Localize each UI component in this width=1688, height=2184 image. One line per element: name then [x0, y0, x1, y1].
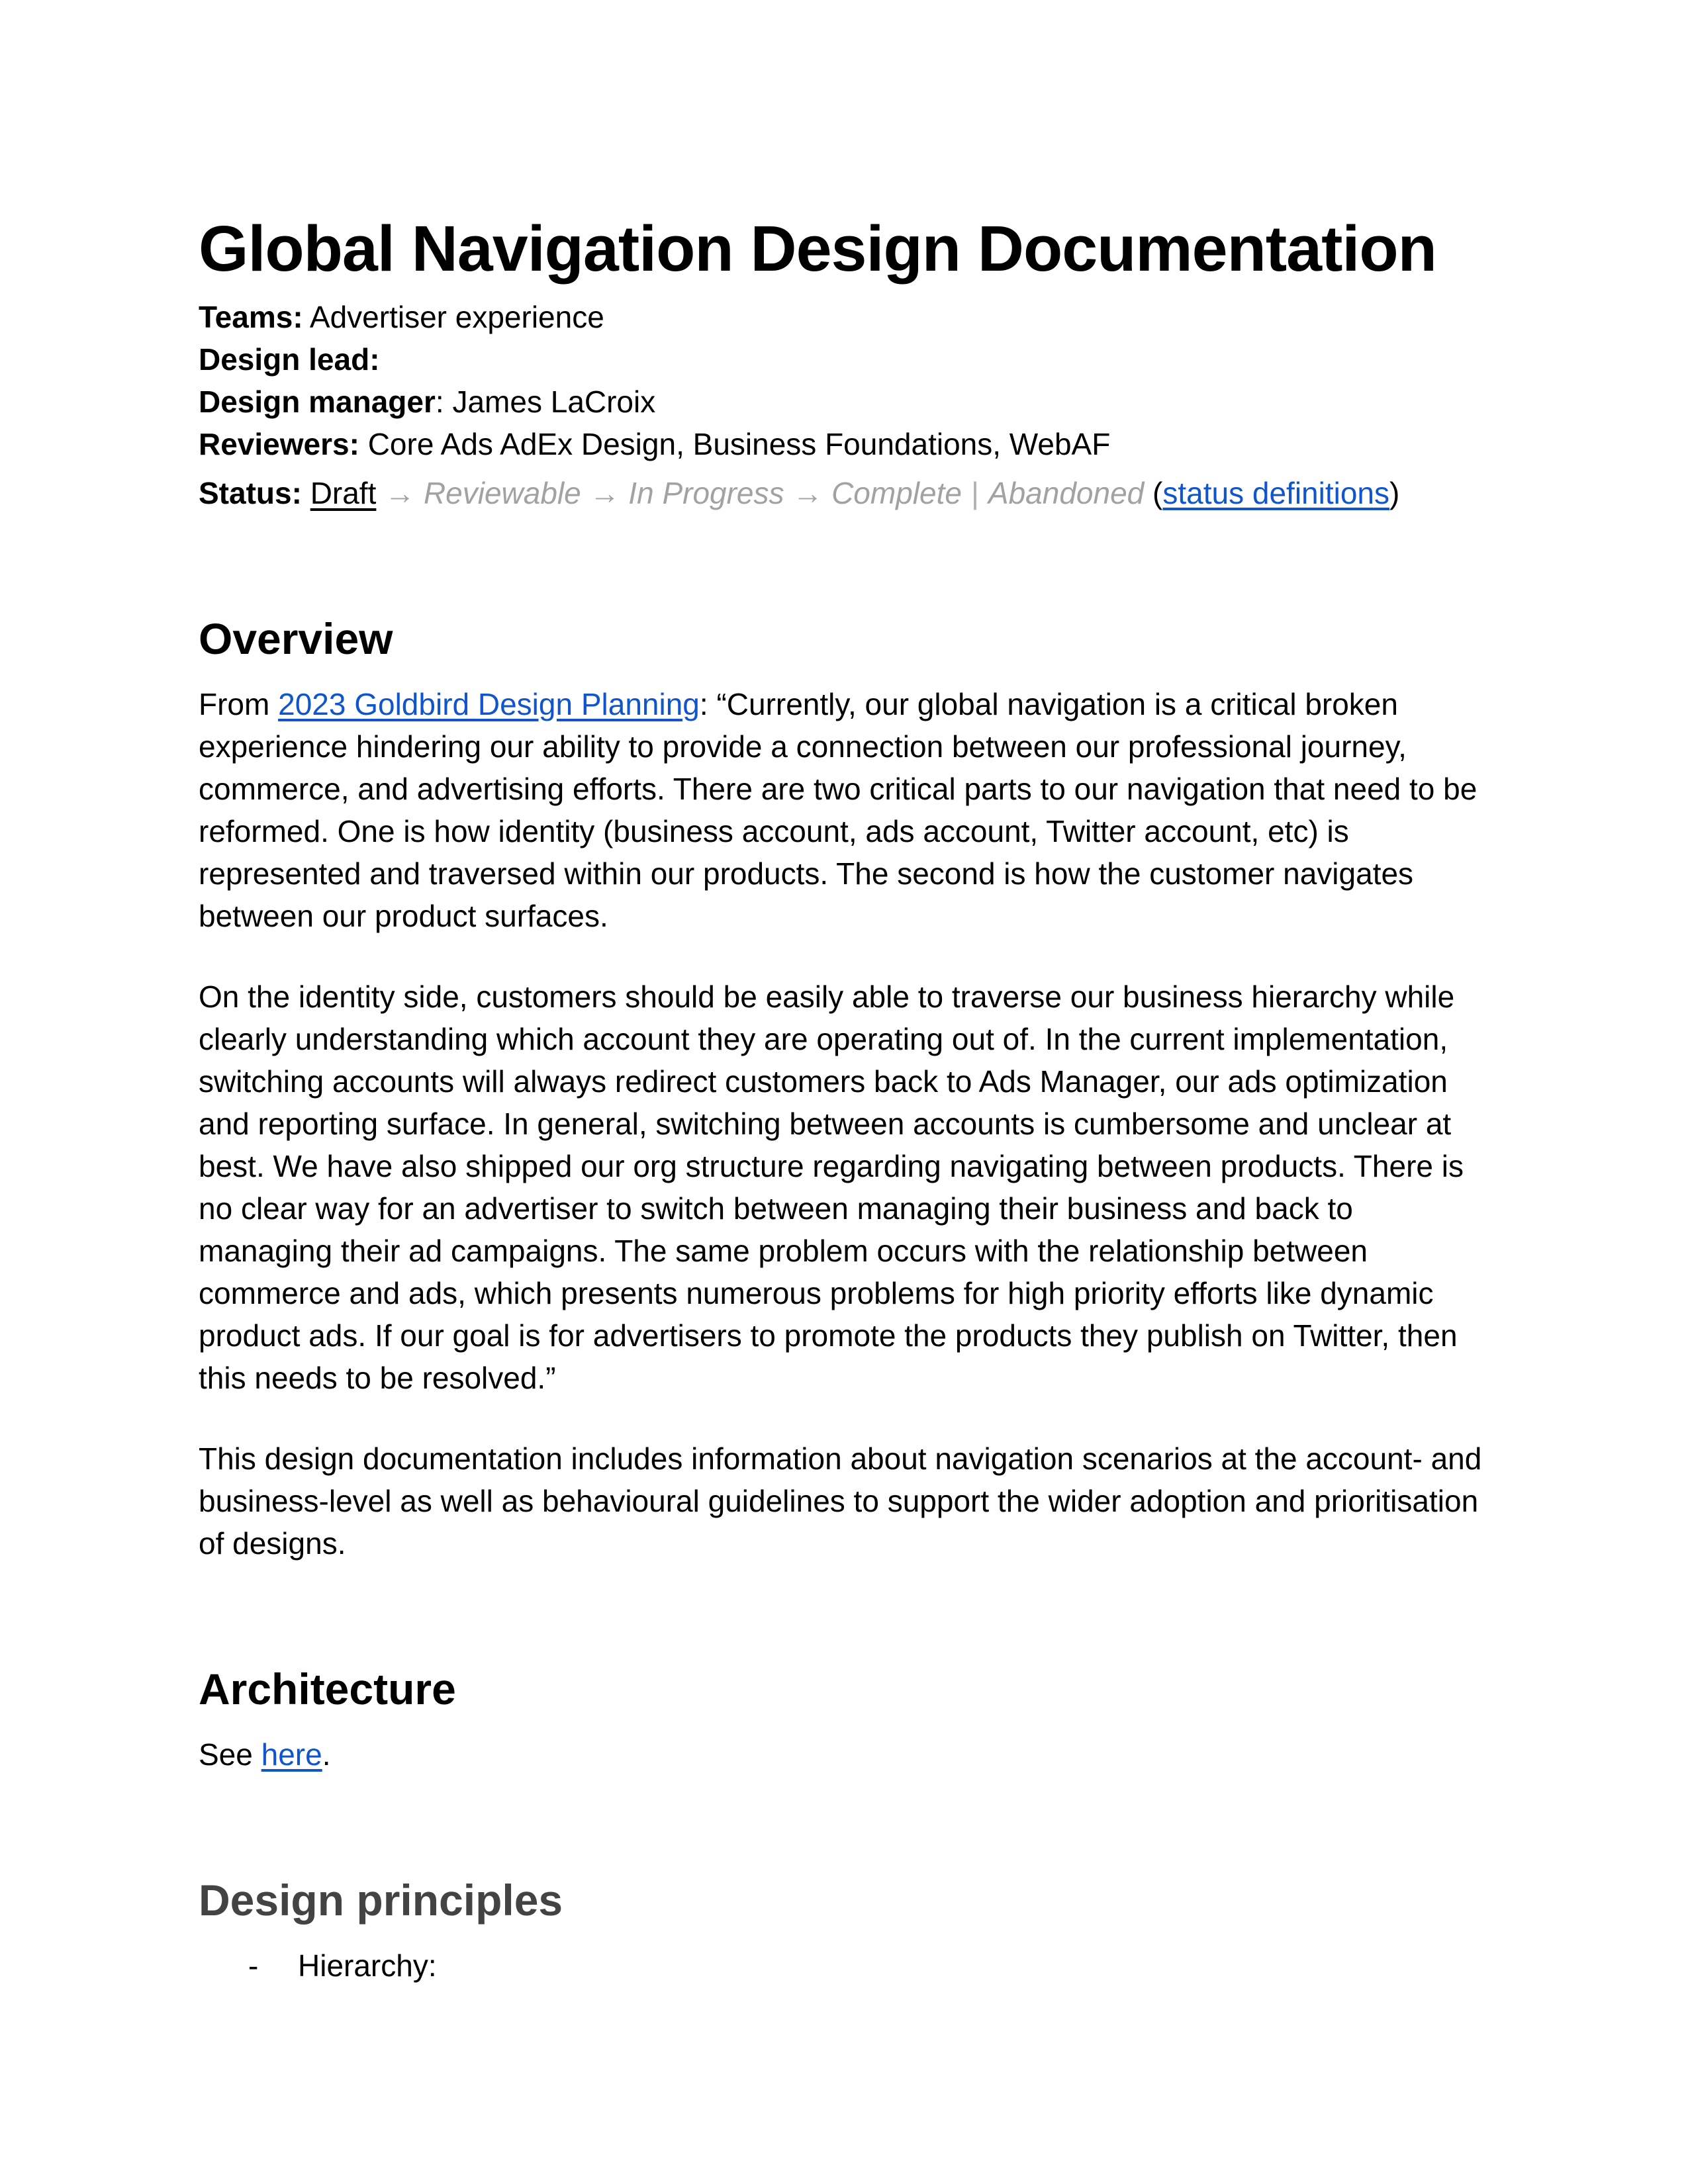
status-label: Status: [199, 476, 302, 510]
meta-teams-label: Teams: [199, 300, 303, 334]
meta-design-manager [199, 381, 1489, 423]
meta-design-manager-label: Design manager [199, 385, 436, 419]
meta-reviewers-label: Reviewers: [199, 427, 359, 461]
architecture-see-paragraph [199, 1733, 1489, 1776]
status-stage-in-progress: In Progress [628, 476, 784, 510]
document-title: Global Navigation Design Documentation [199, 212, 1436, 285]
status-stage-complete: Complete [831, 476, 962, 510]
list-item [199, 1944, 1489, 1987]
meta-teams [199, 296, 1489, 338]
see-prefix: See [199, 1737, 253, 1772]
overview-p1-rest: : “Currently, our global navigation is a critical broken experience hindering our ability to provide a connection between our professional journey, commerce, and advertising efforts. There are two critical parts to our navigation that need to be reformed. One is how identity (business account, ads account, Twitter account, etc) is represented and traversed within our products. The second is how the customer navigates between our product surfaces. [199, 687, 1477, 933]
status-close-paren: ) [1389, 476, 1400, 510]
status-definitions-link[interactable]: status definitions [1162, 476, 1390, 510]
status-arrow-icon: → [589, 476, 620, 510]
meta-reviewers-value: Core Ads AdEx Design, Business Foundations, WebAF [367, 427, 1111, 461]
dash-bullet: - [248, 1948, 259, 1983]
status-open-paren: ( [1152, 476, 1163, 510]
meta-design-lead [199, 338, 1489, 381]
list-item-label: Hierarchy: [298, 1948, 437, 1983]
meta-design-lead-label: Design lead: [199, 342, 380, 377]
design-principles-heading: Design principles [199, 1876, 563, 1925]
meta-teams-value: Advertiser experience [309, 300, 604, 334]
overview-paragraph-3: This design documentation includes information about navigation scenarios at the account- and business-level as well as behavioural guidelines to support the wider adoption and prioritisation of designs. [199, 1441, 1482, 1561]
meta-block [199, 296, 1489, 514]
meta-reviewers [199, 423, 1489, 465]
status-arrow-icon: → [385, 476, 416, 510]
status-pipe-separator: | [970, 476, 979, 510]
architecture-here-link[interactable]: here [261, 1737, 322, 1772]
status-line [199, 472, 1489, 514]
overview-p1-prefix: From [199, 687, 270, 721]
overview-paragraph-2: On the identity side, customers should be easily able to traverse our business hierarchy while clearly understanding which account they are operating out of. In the current implementation, switching accounts will always redirect customers back to Ads Manager, our ads optimization and reporting surface. In general, switching between accounts is cumbersome and unclear at best. We have also shipped our org structure regarding navigating between products. There is no clear way for an advertiser to switch between managing their business and back to managing their ad campaigns. The same problem occurs with the relationship between commerce and ads, which presents numerous problems for high priority efforts like dynamic product ads. If our goal is for advertisers to promote the products they publish on Twitter, then this needs to be resolved.” [199, 979, 1464, 1395]
see-suffix: . [322, 1737, 331, 1772]
status-stage-abandoned: Abandoned [988, 476, 1145, 510]
status-arrow-icon: → [792, 476, 823, 510]
design-principles-list [199, 1944, 1489, 1987]
status-current-draft: Draft [310, 476, 377, 510]
status-stage-reviewable: Reviewable [423, 476, 581, 510]
goldbird-design-planning-link[interactable]: 2023 Goldbird Design Planning [278, 687, 700, 721]
overview-heading: Overview [199, 614, 393, 663]
architecture-heading: Architecture [199, 1664, 456, 1713]
overview-paragraph-1 [199, 683, 1489, 937]
meta-design-manager-value: : James LaCroix [435, 385, 656, 419]
